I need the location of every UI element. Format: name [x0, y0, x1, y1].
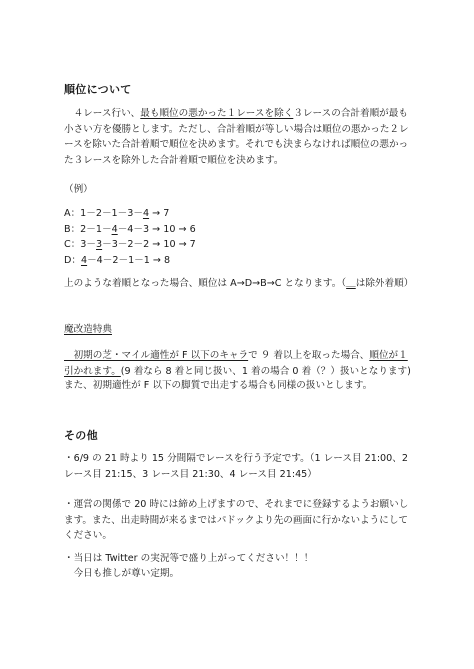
example-row-d: D：4－4－2－1－1 → 8 [64, 254, 171, 266]
excluded-race-rule: 最も順位の悪かった１レースを除く [140, 108, 294, 119]
example-label: （例） [64, 184, 93, 195]
example-row-a: A：1－2－1－3－4 → 7 [64, 208, 170, 219]
bonus-heading: 魔改造特典 [64, 324, 112, 335]
twitter-note: ・当日は Twitter の実況等で盛り上がってください！！！ [64, 553, 314, 564]
ranking-rules-paragraph: ４レース行い、最も順位の悪かった１レースを除く３レースの合計着順が最も小さい方を優勝とします。ただし、合計着順が等しい場合は順位の悪かった２レースを除いた合計着順で順位を決めます。それでも決まらなければ順位の悪かった３レースを除外した合計着順で順位を決めます。 [64, 108, 409, 166]
operations-note: ・運営の関係で 20 時には締め上げますので、それまでに登録するようお願いします。また、出走時間が来るまではパドックより先の画面に行かないようにしてください。 [64, 499, 409, 542]
example-row-c: C：3－3－3－2－2 → 10 → 7 [64, 239, 196, 251]
bonus-line-2: また、初期適性が F 以下の脚質で出走する場合も同様の扱いとします。 [64, 380, 373, 391]
example-row-b: B：2－1－4－4－3 → 10 → 6 [64, 223, 196, 235]
closing-line: 今日も推しが尊い定期。 [64, 568, 180, 579]
schedule-note: ・6/9 の 21 時より 15 分間隔でレースを行う予定です。（1 レース目 21:00、2 レース目 21:15、3 レース目 21:30、4 レース目 21:45） [64, 453, 412, 480]
other-heading: その他 [64, 429, 98, 442]
example-list [64, 206, 416, 268]
ranking-heading: 順位について [64, 83, 132, 96]
bonus-paragraph: 初期の芝・マイル適性が F 以下のキャラで ９ 着以上を取った場合、順位が１引かれます。(9 着なら 8 着と同じ扱い、1 着の場合 0 着（？）扱いとなります) [64, 350, 411, 377]
ranking-summary: 上のような着順となった場合、順位は A→D→B→C となります。（＿は除外着順） [64, 278, 414, 289]
